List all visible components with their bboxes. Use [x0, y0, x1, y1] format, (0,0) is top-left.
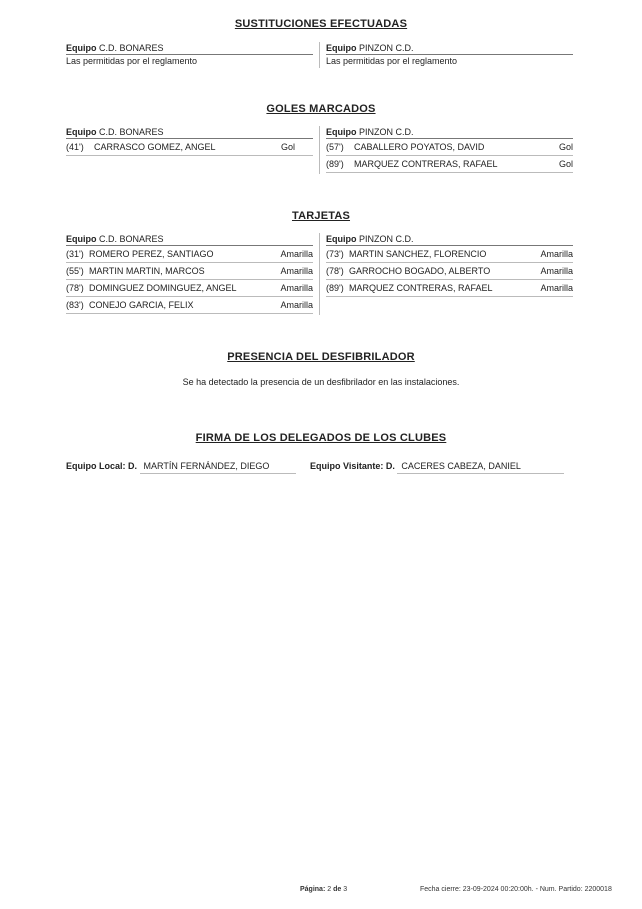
card-minute: (78')	[326, 266, 344, 276]
team-header	[66, 233, 313, 246]
team-header	[326, 233, 573, 246]
card-player: MARTIN SANCHEZ, FLORENCIO	[349, 249, 487, 259]
equipo-label: Equipo	[326, 234, 357, 244]
substitutions-away	[326, 42, 573, 67]
team-name: C.D. BONARES	[99, 234, 164, 244]
equipo-label: Equipo	[66, 43, 97, 53]
card-minute: (78')	[66, 283, 84, 293]
goal-minute: (89')	[326, 159, 344, 169]
card-type: Amarilla	[280, 300, 313, 310]
substitution-text: Las permitidas por el reglamento	[66, 56, 198, 66]
card-type: Amarilla	[280, 266, 313, 276]
card-minute: (31')	[66, 249, 84, 259]
card-type: Amarilla	[540, 249, 573, 259]
goal-minute: (41')	[66, 142, 84, 152]
team-name: PINZON C.D.	[359, 127, 414, 137]
goals-title: GOLES MARCADOS	[266, 103, 376, 115]
home-delegate-label: Equipo Local: D.	[66, 461, 137, 471]
goal-row	[326, 139, 573, 156]
card-row	[66, 263, 313, 280]
away-delegate-label: Equipo Visitante: D.	[310, 461, 395, 471]
team-header	[326, 42, 573, 55]
cards-title: TARJETAS	[291, 210, 351, 222]
closing-info: Fecha cierre: 23-09-2024 00:20:00h. - Num. Partido: 2200018	[420, 886, 612, 893]
card-minute: (73')	[326, 249, 344, 259]
defibrillator-text: Se ha detectado la presencia de un desfibrilador en las instalaciones.	[182, 377, 460, 387]
team-name: PINZON C.D.	[359, 234, 414, 244]
cards-home	[66, 233, 313, 314]
goal-player: CARRASCO GOMEZ, ANGEL	[94, 142, 216, 152]
column-divider	[319, 126, 320, 174]
card-minute: (89')	[326, 283, 344, 293]
card-player: CONEJO GARCIA, FELIX	[89, 300, 194, 310]
home-delegate-name: MARTÍN FERNÁNDEZ, DIEGO	[140, 460, 296, 474]
card-type: Amarilla	[280, 283, 313, 293]
card-type: Amarilla	[280, 249, 313, 259]
delegates-title: FIRMA DE LOS DELEGADOS DE LOS CLUBES	[195, 432, 447, 444]
away-delegate-name: CACERES CABEZA, DANIEL	[397, 460, 564, 474]
team-name: PINZON C.D.	[359, 43, 414, 53]
team-name: C.D. BONARES	[99, 127, 164, 137]
goal-row	[66, 139, 313, 156]
card-player: GARROCHO BOGADO, ALBERTO	[349, 266, 491, 276]
goals-away	[326, 126, 573, 173]
card-row	[326, 280, 573, 297]
goal-minute: (57')	[326, 142, 344, 152]
substitutions-title: SUSTITUCIONES EFECTUADAS	[234, 18, 408, 30]
page-current: 2	[327, 886, 332, 893]
team-header	[66, 126, 313, 139]
equipo-label: Equipo	[326, 43, 357, 53]
card-player: MARQUEZ CONTRERAS, RAFAEL	[349, 283, 493, 293]
goals-home	[66, 126, 313, 156]
card-row	[66, 246, 313, 263]
defibrillator-title: PRESENCIA DEL DESFIBRILADOR	[227, 351, 415, 363]
column-divider	[319, 233, 320, 315]
card-player: ROMERO PEREZ, SANTIAGO	[89, 249, 214, 259]
goal-type: Gol	[558, 159, 573, 169]
page-number	[300, 886, 347, 893]
substitution-text: Las permitidas por el reglamento	[326, 56, 458, 66]
card-row	[326, 263, 573, 280]
card-minute: (55')	[66, 266, 84, 276]
team-header	[66, 42, 313, 55]
team-name: C.D. BONARES	[99, 43, 164, 53]
page-label: Página:	[300, 886, 326, 893]
card-row	[66, 280, 313, 297]
page-de: de	[333, 886, 342, 893]
goal-player: MARQUEZ CONTRERAS, RAFAEL	[354, 159, 498, 169]
card-row	[66, 297, 313, 314]
equipo-label: Equipo	[66, 234, 97, 244]
away-delegate	[310, 460, 564, 473]
goal-type: Gol	[558, 142, 573, 152]
goal-row	[326, 156, 573, 173]
card-minute: (83')	[66, 300, 84, 310]
card-row	[326, 246, 573, 263]
substitutions-home	[66, 42, 313, 67]
equipo-label: Equipo	[66, 127, 97, 137]
home-delegate	[66, 460, 296, 473]
card-player: DOMINGUEZ DOMINGUEZ, ANGEL	[89, 283, 237, 293]
team-header	[326, 126, 573, 139]
card-player: MARTIN MARTIN, MARCOS	[89, 266, 205, 276]
goal-player: CABALLERO POYATOS, DAVID	[354, 142, 485, 152]
cards-away	[326, 233, 573, 297]
card-type: Amarilla	[540, 283, 573, 293]
card-type: Amarilla	[540, 266, 573, 276]
column-divider	[319, 42, 320, 68]
goal-type: Gol	[280, 142, 295, 152]
page-total: 3	[343, 886, 348, 893]
equipo-label: Equipo	[326, 127, 357, 137]
